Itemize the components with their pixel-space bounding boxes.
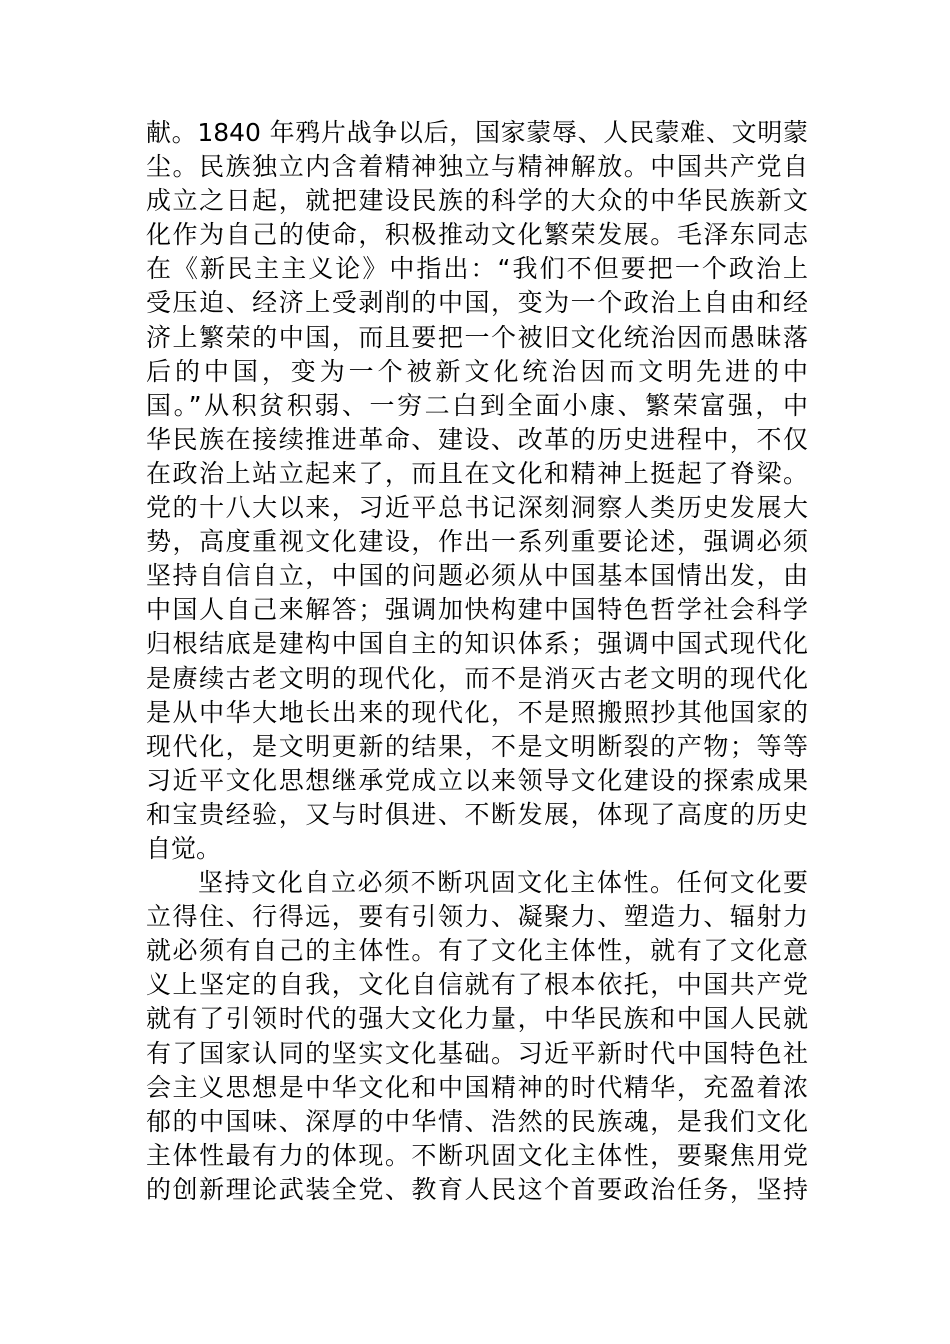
text-line: 是赓续古老文明的现代化，而不是消灭古老文明的现代化 xyxy=(146,663,808,693)
text-line: 在《新民主主义论》中指出：“我们不但要把一个政治上 xyxy=(146,254,808,284)
paragraph-2 xyxy=(146,866,808,1207)
text-line: 成立之日起，就把建设民族的科学的大众的中华民族新文 xyxy=(146,186,808,216)
text-line: 是从中华大地长出来的现代化，不是照搬照抄其他国家的 xyxy=(146,697,808,727)
text-line: 和宝贵经验，又与时俱进、不断发展，体现了高度的历史 xyxy=(146,799,808,829)
text-line: 济上繁荣的中国，而且要把一个被旧文化统治因而愚昧落 xyxy=(146,322,808,352)
text-line: 尘。民族独立内含着精神独立与精神解放。中国共产党自 xyxy=(146,152,808,182)
text-line: 现代化，是文明更新的结果，不是文明断裂的产物；等等 xyxy=(146,731,808,761)
text-line: 势，高度重视文化建设，作出一系列重要论述，强调必须 xyxy=(146,527,808,557)
text-line: 献。1840 年鸦片战争以后，国家蒙辱、人民蒙难、文明蒙 xyxy=(146,118,808,147)
text-line: 中国人自己来解答；强调加快构建中国特色哲学社会科学 xyxy=(146,595,808,625)
text-line: 华民族在接续推进革命、建设、改革的历史进程中，不仅 xyxy=(146,424,808,454)
text-line: 受压迫、经济上受剥削的中国，变为一个政治上自由和经 xyxy=(146,288,808,318)
text-line: 会主义思想是中华文化和中国精神的时代精华，充盈着浓 xyxy=(146,1072,808,1102)
text-line: 后的中国，变为一个被新文化统治因而文明先进的中 xyxy=(146,356,808,386)
text-line: 自觉。 xyxy=(146,833,222,863)
text-line: 立得住、行得远，要有引领力、凝聚力、塑造力、辐射力 xyxy=(146,902,808,932)
text-line: 就有了引领时代的强大文化力量，中华民族和中国人民就 xyxy=(146,1004,808,1034)
text-line: 习近平文化思想继承党成立以来领导文化建设的探索成果 xyxy=(146,765,808,795)
text-line: 化作为自己的使命，积极推动文化繁荣发展。毛泽东同志 xyxy=(146,220,808,250)
text-line: 坚持文化自立必须不断巩固文化主体性。任何文化要 xyxy=(198,868,808,898)
text-line: 归根结底是建构中国自主的知识体系；强调中国式现代化 xyxy=(146,629,808,659)
text-line: 坚持自信自立，中国的问题必须从中国基本国情出发，由 xyxy=(146,561,808,591)
text-line: 义上坚定的自我，文化自信就有了根本依托，中国共产党 xyxy=(146,970,808,1000)
text-line: 主体性最有力的体现。不断巩固文化主体性，要聚焦用党 xyxy=(146,1140,808,1170)
text-line: 在政治上站立起来了，而且在文化和精神上挺起了脊梁。 xyxy=(146,458,808,488)
text-line: 郁的中国味、深厚的中华情、浩然的民族魂，是我们文化 xyxy=(146,1106,808,1136)
text-line: 党的十八大以来，习近平总书记深刻洞察人类历史发展大 xyxy=(146,493,808,523)
text-line: 就必须有自己的主体性。有了文化主体性，就有了文化意 xyxy=(146,936,808,966)
paragraph-1 xyxy=(146,116,808,866)
text-line: 的创新理论武装全党、教育人民这个首要政治任务，坚持 xyxy=(146,1174,808,1204)
text-line: 有了国家认同的坚实文化基础。习近平新时代中国特色社 xyxy=(146,1038,808,1068)
document-page xyxy=(146,116,808,1207)
text-line: 国。”从积贫积弱、一穷二白到全面小康、繁荣富强，中 xyxy=(146,390,808,420)
